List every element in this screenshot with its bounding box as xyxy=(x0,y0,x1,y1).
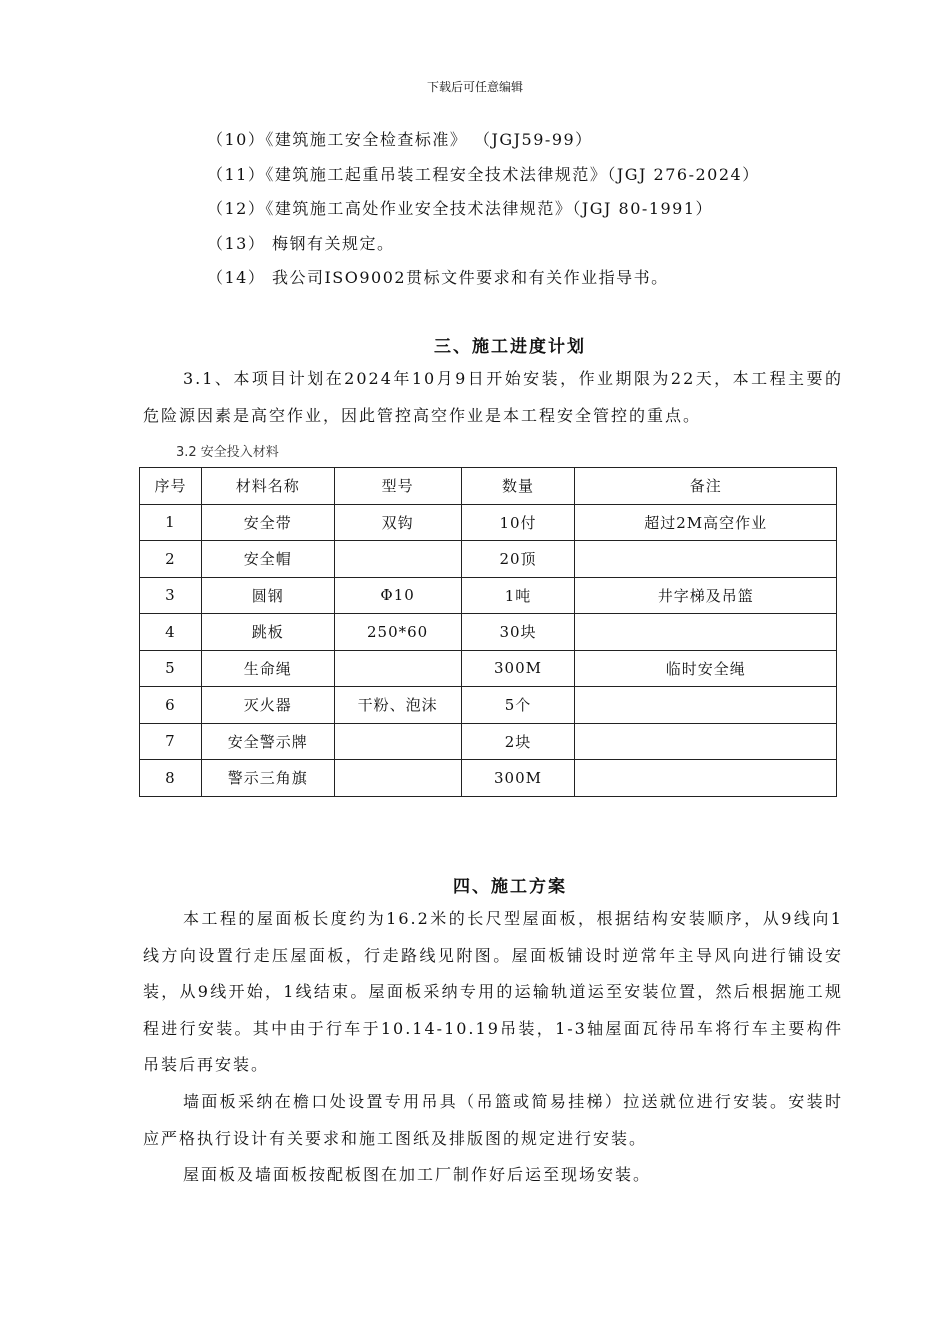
table-cell: 圆钢 xyxy=(201,577,334,614)
table-cell: 2 xyxy=(140,541,202,578)
table-cell: 30块 xyxy=(461,614,575,651)
table-cell: 7 xyxy=(140,723,202,760)
table-cell: 跳板 xyxy=(201,614,334,651)
table-row xyxy=(140,687,837,724)
table-cell xyxy=(575,760,837,797)
header-cell: 型号 xyxy=(334,468,461,505)
reference-item: （13） 梅钢有关规定。 xyxy=(207,233,395,253)
table-cell: 1吨 xyxy=(461,577,575,614)
table-row xyxy=(140,760,837,797)
reference-item: （14） 我公司ISO9002贯标文件要求和有关作业指导书。 xyxy=(207,268,669,287)
table-cell: 警示三角旗 xyxy=(201,760,334,797)
table-row xyxy=(140,650,837,687)
table-cell: 5 xyxy=(140,650,202,687)
table-cell: Φ10 xyxy=(334,577,461,614)
table-header-row xyxy=(140,468,837,505)
table-row xyxy=(140,541,837,578)
header-cell: 备注 xyxy=(575,468,837,505)
materials-table xyxy=(139,467,837,797)
table-cell: 临时安全绳 xyxy=(575,650,837,687)
table-cell: 安全带 xyxy=(201,504,334,541)
table-cell: 10付 xyxy=(461,504,575,541)
table-row xyxy=(140,723,837,760)
table-row xyxy=(140,577,837,614)
table-cell xyxy=(575,541,837,578)
table-cell: 干粉、泡沫 xyxy=(334,687,461,724)
table-cell: 2块 xyxy=(461,723,575,760)
table-cell: 井字梯及吊篮 xyxy=(575,577,837,614)
table-cell: 4 xyxy=(140,614,202,651)
table-cell xyxy=(334,650,461,687)
reference-item: （10）《建筑施工安全检查标准》 （JGJ59-99） xyxy=(207,130,593,149)
table-cell: 6 xyxy=(140,687,202,724)
table-row xyxy=(140,504,837,541)
section-4-title: 四、施工方案 xyxy=(453,877,567,897)
table-cell: 生命绳 xyxy=(201,650,334,687)
table-cell: 20顶 xyxy=(461,541,575,578)
table-cell xyxy=(334,541,461,578)
table-cell: 3 xyxy=(140,577,202,614)
reference-list xyxy=(207,123,760,296)
section-4-paragraph: 屋面板及墙面板按配板图在加工厂制作好后运至现场安装。 xyxy=(183,1165,652,1184)
table-cell xyxy=(575,687,837,724)
table-cell: 300M xyxy=(461,650,575,687)
table-cell: 安全帽 xyxy=(201,541,334,578)
table-cell: 1 xyxy=(140,504,202,541)
header-cell: 数量 xyxy=(461,468,575,505)
table-cell: 超过2M高空作业 xyxy=(575,504,837,541)
table-cell xyxy=(575,614,837,651)
section-4-paragraph: 墙面板采纳在檐口处设置专用吊具（吊篮或简易挂梯）拉送就位进行安装。安装时应严格执行设计有关要求和施工图纸及排版图的规定进行安装。 xyxy=(143,1092,843,1148)
table-cell xyxy=(334,723,461,760)
table-cell xyxy=(334,760,461,797)
reference-item: （11）《建筑施工起重吊装工程安全技术法律规范》（JGJ 276-2024） xyxy=(207,164,760,184)
section-4-paragraph: 本工程的屋面板长度约为16.2米的长尺型屋面板，根据结构安装顺序，从9线向1线方向设置行走压屋面板，行走路线见附图。屋面板铺设时逆常年主导风向进行铺设安装，从9线开始，1线结束。屋面板采纳专用的运输轨道运至安装位置，然后根据施工规程进行安装。其中由于行车于10.14-10.19吊装，1-3轴屋面瓦待吊车将行车主要构件吊装后再安装。 xyxy=(143,909,843,1074)
section-3-paragraph: 3.1、本项目计划在2024年10月9日开始安装，作业期限为22天，本工程主要的危险源因素是高空作业，因此管控高空作业是本工程安全管控的重点。 xyxy=(143,369,843,425)
table-cell: 5个 xyxy=(461,687,575,724)
header-cell: 序号 xyxy=(140,468,202,505)
reference-item: （12）《建筑施工高处作业安全技术法律规范》（JGJ 80-1991） xyxy=(207,199,714,218)
page-header-note: 下载后可任意编辑 xyxy=(426,80,523,94)
table-cell: 250*60 xyxy=(334,614,461,651)
table-cell: 300M xyxy=(461,760,575,797)
table-cell: 8 xyxy=(140,760,202,797)
table-cell xyxy=(575,723,837,760)
table-cell: 灭火器 xyxy=(201,687,334,724)
table-cell: 安全警示牌 xyxy=(201,723,334,760)
table-caption: 3.2 安全投入材料 xyxy=(176,445,279,460)
table-cell: 双钩 xyxy=(334,504,461,541)
table-row xyxy=(140,614,837,651)
header-cell: 材料名称 xyxy=(201,468,334,505)
section-3-title: 三、施工进度计划 xyxy=(434,337,586,357)
